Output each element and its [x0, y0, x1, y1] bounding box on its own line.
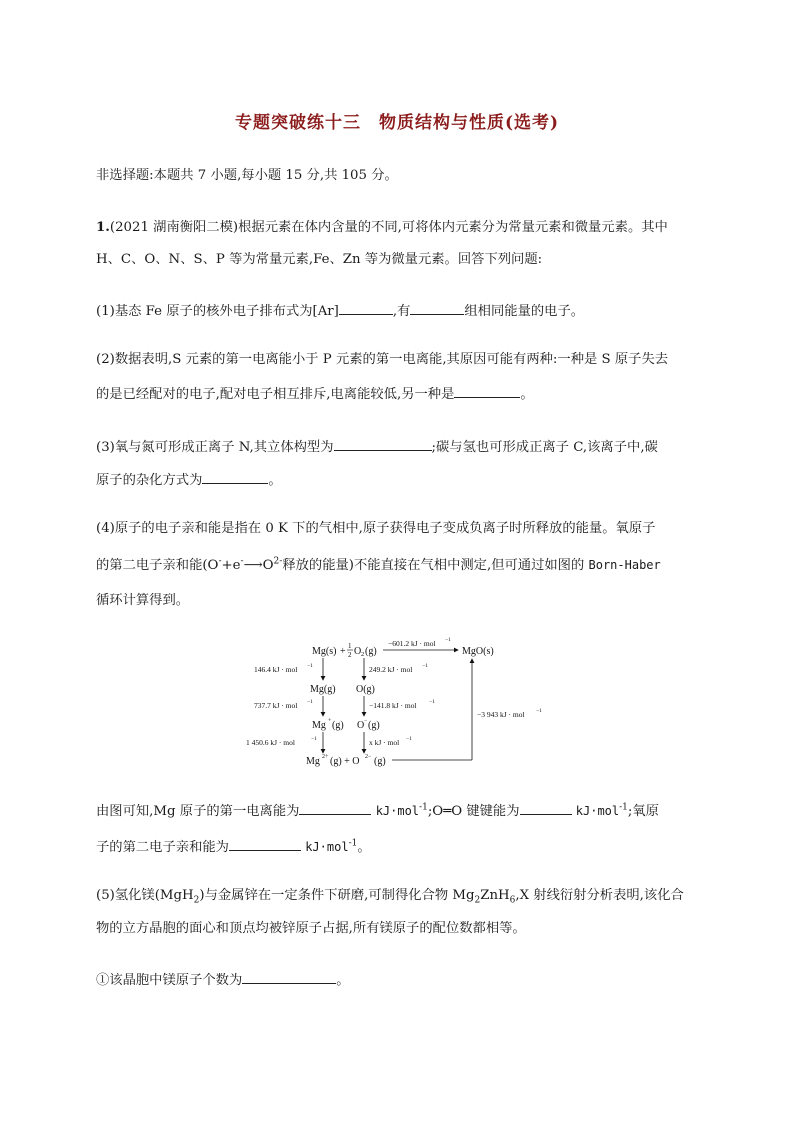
o-dissociation-label: 249.2 kJ · mol — [369, 665, 413, 674]
mg-sublimation-label: 146.4 kJ · mol — [254, 665, 298, 674]
mg-plus-label: Mg — [312, 720, 326, 731]
svg-text:(g): (g) — [368, 720, 380, 731]
q1-stem-line1: 1.(2021 湖南衡阳二模)根据元素在体内含量的不同,可将体内元素分为常量元素和微量元素。其中 — [96, 220, 668, 235]
svg-text:+: + — [328, 718, 332, 724]
q1-part5-sub1: ①该晶胞中镁原子个数为 。 — [96, 969, 696, 991]
mg-gas-label: Mg(g) — [310, 684, 336, 695]
mgo-label: MgO(s) — [462, 646, 494, 657]
svg-text:1: 1 — [348, 642, 352, 650]
final-ions-label: Mg — [306, 756, 320, 767]
svg-text:−: − — [364, 718, 368, 724]
mg-ie1-label: 737.7 kJ · mol — [254, 701, 298, 710]
answer-blank[interactable] — [520, 800, 572, 815]
q1-stem-line2: H、C、O、N、S、P 等为常量元素,Fe、Zn 等为微量元素。回答下列问题: — [96, 252, 543, 267]
svg-text:−1: −1 — [422, 663, 428, 669]
q1-number: 1. — [96, 220, 110, 235]
o-ea1-label: −141.8 kJ · mol — [369, 701, 417, 710]
o-minus-label: O — [357, 720, 365, 731]
svg-text:(g): (g) — [332, 720, 344, 731]
svg-text:(g): (g) — [374, 756, 386, 767]
svg-text:2+: 2+ — [322, 754, 329, 760]
q1-part4-line2: 的第二电子亲和能($O^-+e^-⟶O^{2-}$释放的能量)不能直接在气相中测定,但可通过如图的 Born-Haber — [96, 556, 661, 573]
q1-part2-line1: (2)数据表明,S 元素的第一电离能小于 P 元素的第一电离能,其原因可能有两种:一种是 S 原子失去 — [96, 352, 669, 367]
svg-text:(g): (g) — [365, 646, 377, 657]
q1-part4-question-line2: 子的第二电子亲和能为 kJ·mol$^{-1}$。 — [96, 836, 696, 858]
born-haber-cycle-diagram — [240, 632, 560, 772]
svg-text:−1: −1 — [536, 708, 542, 714]
mg-ie2-label: 1 450.6 kJ · mol — [246, 738, 295, 747]
answer-blank[interactable] — [242, 969, 336, 984]
q1-part5-line1: (5)氢化镁(MgH$_2$)与金属锌在一定条件下研磨,可制得化合物 $Mg_2ZnH_6,X$ 射线衍射分析表明,该化合 — [96, 888, 684, 906]
formation-enthalpy-label: −601.2 kJ · mol — [388, 639, 436, 648]
page-title: 专题突破练十三 物质结构与性质(选考) — [234, 113, 560, 133]
svg-text:2: 2 — [361, 651, 365, 658]
q1-part2-line2: 的是已经配对的电子,配对电子相互排斥,电离能较低,另一种是 。 — [96, 383, 696, 405]
svg-text:−1: −1 — [307, 663, 313, 669]
q1-part4-line1: (4)原子的电子亲和能是指在 0 K 下的气相中,原子获得电子变成负离子时所释放的能量。氧原子 — [96, 521, 656, 536]
svg-text:−1: −1 — [307, 699, 313, 705]
q1-part4-line3: 循环计算得到。 — [96, 593, 190, 608]
svg-text:2: 2 — [348, 651, 352, 659]
svg-text:2−: 2− — [365, 754, 372, 760]
answer-blank[interactable] — [202, 469, 268, 484]
answer-blank[interactable] — [410, 300, 464, 315]
q1-part5-line2: 物的立方晶胞的面心和顶点均被锌原子占据,所有镁原子的配位数都相等。 — [96, 921, 526, 936]
svg-text:−1: −1 — [406, 736, 412, 742]
answer-blank[interactable] — [334, 436, 432, 451]
o2-label: O — [354, 646, 362, 657]
reaction-arrow: ⟶ — [243, 558, 263, 573]
lattice-energy-label: −3 943 kJ · mol — [477, 710, 525, 719]
svg-text:(g) + O: (g) + O — [330, 756, 360, 767]
answer-blank[interactable] — [299, 800, 371, 815]
o-gas-label: O(g) — [356, 684, 375, 695]
svg-text:−1: −1 — [311, 736, 317, 742]
o-ea2-label: x kJ · mol — [369, 738, 400, 747]
answer-blank[interactable] — [229, 836, 301, 851]
answer-blank[interactable] — [339, 300, 393, 315]
intro-text: 非选择题:本题共 7 小题,每小题 15 分,共 105 分。 — [96, 168, 398, 183]
answer-blank[interactable] — [454, 383, 520, 398]
svg-text:+: + — [340, 646, 346, 657]
q1-part1: (1)基态 Fe 原子的核外电子排布式为[Ar] ,有 组相同能量的电子。 — [96, 300, 696, 322]
mg-solid-label: Mg(s) — [312, 646, 337, 657]
svg-text:−1: −1 — [445, 637, 451, 643]
q1-part4-question-line1: 由图可知,Mg 原子的第一电离能为 kJ·mol$^{-1}$;O═O 键键能为 kJ·mol$^{-1}$;氧原 — [96, 800, 696, 822]
q1-part3-line1: (3)氧与氮可形成正离子 N,其立体构型为 ;碳与氢也可形成正离子 C,该离子中,碳 — [96, 436, 696, 458]
q1-part3-line2: 原子的杂化方式为 。 — [96, 469, 696, 491]
svg-text:−1: −1 — [429, 699, 435, 705]
